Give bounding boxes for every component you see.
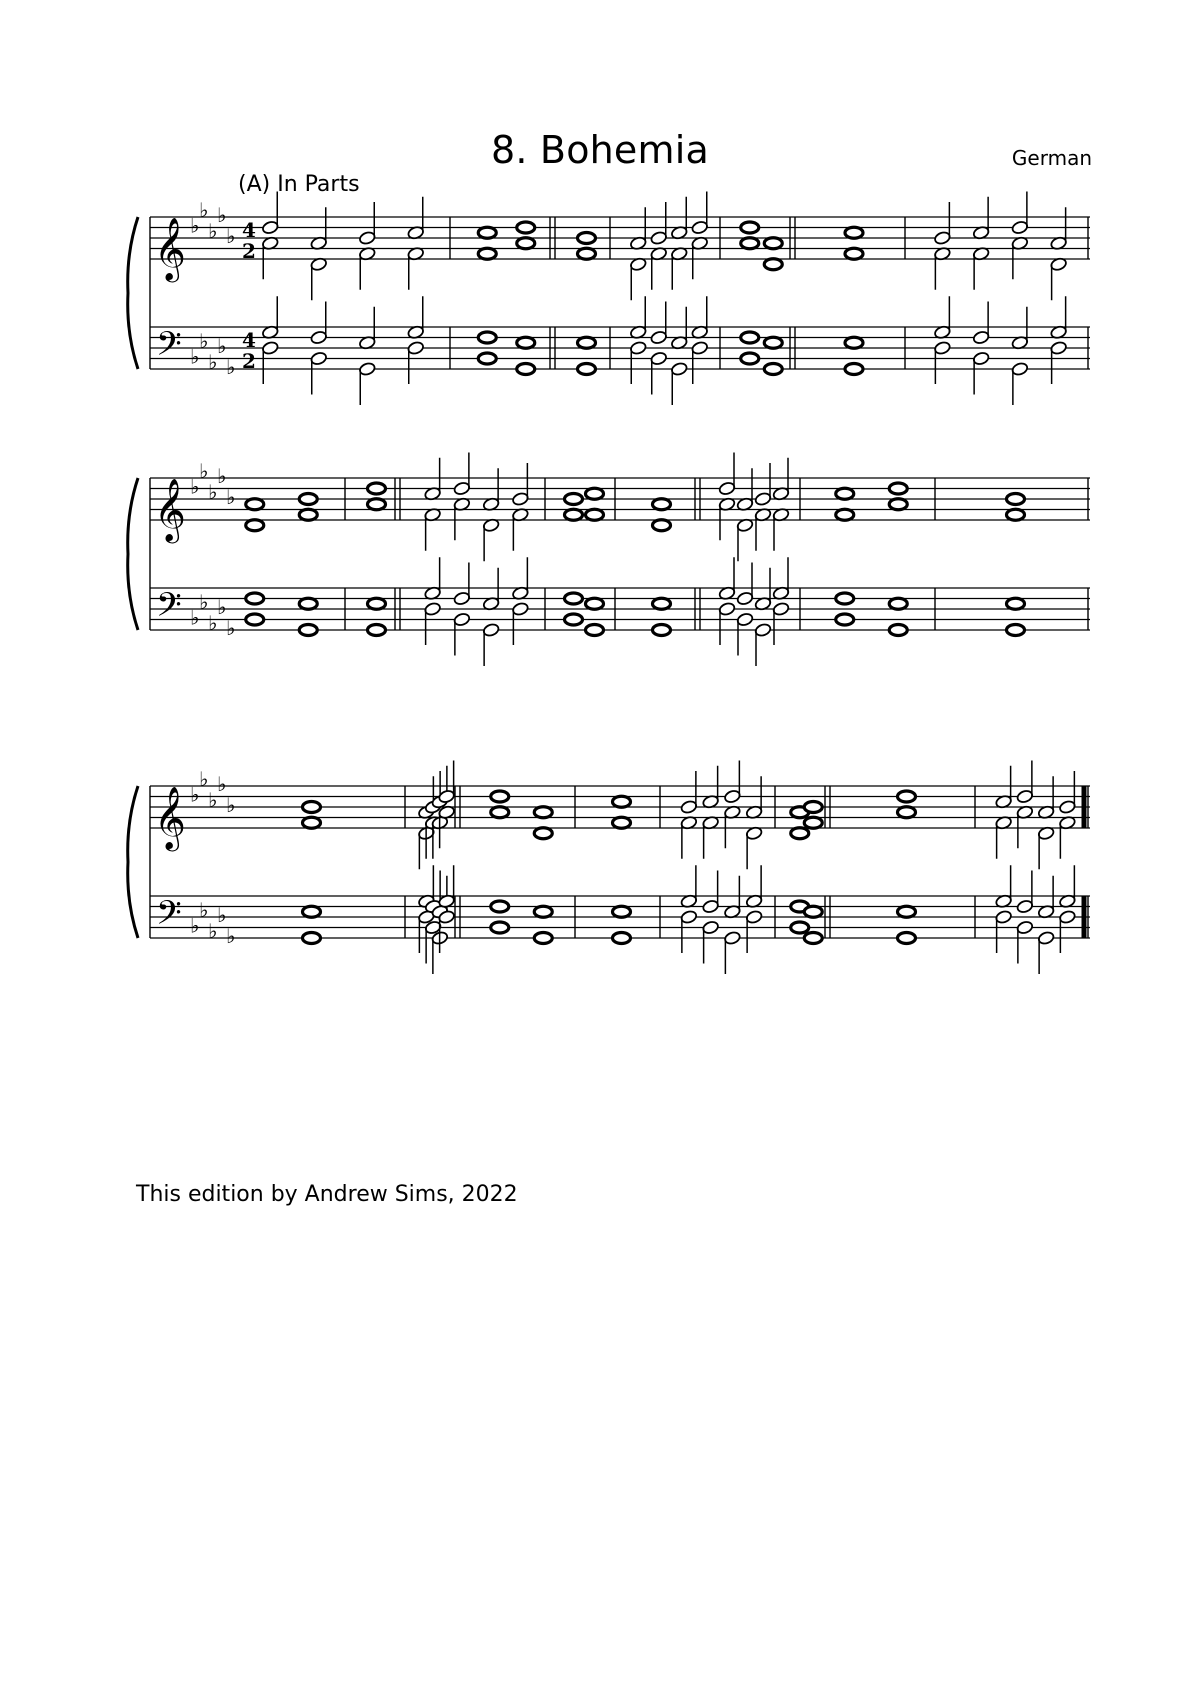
whole-note <box>578 248 596 259</box>
flat-icon: ♭ <box>208 610 218 635</box>
flat-icon: ♭ <box>217 772 227 796</box>
whole-note <box>741 332 759 343</box>
whole-note <box>804 933 822 944</box>
whole-note <box>565 494 583 505</box>
flat-icon: ♭ <box>199 766 209 791</box>
note-head <box>453 481 471 496</box>
note-head <box>702 920 720 935</box>
note-head <box>1011 362 1029 377</box>
note-head <box>995 910 1013 925</box>
whole-note <box>517 337 535 348</box>
note-head <box>1016 920 1034 935</box>
time-signature-denominator: 2 <box>242 349 256 373</box>
whole-note <box>1007 494 1025 505</box>
note-head <box>358 362 376 377</box>
whole-note <box>741 222 759 233</box>
whole-note <box>845 337 863 348</box>
flat-icon: ♭ <box>217 903 227 927</box>
note-head <box>670 362 688 377</box>
flat-icon: ♭ <box>208 479 218 504</box>
treble-clef-icon: 𝄞 <box>154 786 186 849</box>
flat-icon: ♭ <box>226 485 236 509</box>
whole-note <box>653 598 671 609</box>
whole-note <box>246 520 264 531</box>
whole-note <box>889 483 907 494</box>
note-head <box>680 910 698 925</box>
whole-note <box>517 238 535 249</box>
flat-icon: ♭ <box>190 213 200 238</box>
whole-note <box>836 593 854 604</box>
note-head <box>310 351 328 366</box>
note-head <box>512 602 530 617</box>
note-head <box>934 341 952 356</box>
whole-note <box>491 901 509 912</box>
whole-note <box>613 796 631 807</box>
flat-icon: ♭ <box>208 918 218 943</box>
note-head <box>424 602 442 617</box>
flat-icon: ♭ <box>199 897 209 922</box>
flat-icon: ♭ <box>208 349 218 374</box>
note-head <box>453 612 471 627</box>
note-head <box>680 800 698 815</box>
flat-icon: ♭ <box>226 224 236 248</box>
whole-note <box>565 593 583 604</box>
whole-note <box>845 248 863 259</box>
whole-note <box>741 353 759 364</box>
note-head <box>512 492 530 507</box>
flat-icon: ♭ <box>226 616 236 640</box>
whole-note <box>586 509 604 520</box>
note-head <box>724 789 742 804</box>
note-head <box>1059 910 1077 925</box>
flat-icon: ♭ <box>190 913 200 938</box>
section-label: (A) In Parts <box>238 172 360 197</box>
note-head <box>691 341 709 356</box>
flat-icon: ♭ <box>199 197 209 222</box>
brace <box>128 478 138 630</box>
note-head <box>736 612 754 627</box>
flat-icon: ♭ <box>190 474 200 499</box>
note-head <box>736 591 754 606</box>
page-title: 8. Bohemia <box>491 128 709 172</box>
whole-note <box>889 625 907 636</box>
whole-note <box>653 625 671 636</box>
whole-note <box>303 802 321 813</box>
whole-note <box>741 238 759 249</box>
note-head <box>1059 800 1077 815</box>
whole-note <box>1007 625 1025 636</box>
whole-note <box>534 906 552 917</box>
flat-icon: ♭ <box>208 787 218 812</box>
whole-note <box>613 906 631 917</box>
flat-icon: ♭ <box>226 793 236 817</box>
whole-note <box>478 332 496 343</box>
flat-icon: ♭ <box>208 218 218 243</box>
note-head <box>261 341 279 356</box>
note-head <box>1037 931 1055 946</box>
note-head <box>407 341 425 356</box>
note-head <box>754 492 772 507</box>
edition-credit: This edition by Andrew Sims, 2022 <box>136 1182 518 1207</box>
whole-note <box>368 598 386 609</box>
whole-note <box>1007 509 1025 520</box>
whole-note <box>517 364 535 375</box>
treble-clef-icon: 𝄞 <box>154 478 186 541</box>
whole-note <box>368 483 386 494</box>
whole-note <box>478 227 496 238</box>
flat-icon: ♭ <box>217 464 227 488</box>
whole-note <box>898 906 916 917</box>
whole-note <box>845 364 863 375</box>
whole-note <box>578 233 596 244</box>
note-head <box>754 623 772 638</box>
note-head <box>972 330 990 345</box>
flat-icon: ♭ <box>226 355 236 379</box>
whole-note <box>791 828 809 839</box>
whole-note <box>764 238 782 249</box>
whole-note <box>586 488 604 499</box>
whole-note <box>804 906 822 917</box>
note-head <box>972 351 990 366</box>
whole-note <box>613 817 631 828</box>
whole-note <box>246 593 264 604</box>
whole-note <box>491 922 509 933</box>
note-head <box>1011 220 1029 235</box>
bass-clef-icon: 𝄢 <box>156 586 182 633</box>
whole-note <box>565 509 583 520</box>
note-head <box>691 220 709 235</box>
note-head <box>650 351 668 366</box>
whole-note <box>764 337 782 348</box>
bass-clef-icon: 𝄢 <box>156 325 182 372</box>
whole-note <box>586 598 604 609</box>
whole-note <box>246 614 264 625</box>
whole-note <box>578 337 596 348</box>
whole-note <box>804 817 822 828</box>
flat-icon: ♭ <box>190 782 200 807</box>
flat-icon: ♭ <box>217 334 227 358</box>
note-head <box>1050 341 1068 356</box>
flat-icon: ♭ <box>226 924 236 948</box>
note-head <box>724 931 742 946</box>
whole-note <box>578 364 596 375</box>
note-head <box>718 602 736 617</box>
whole-note <box>836 509 854 520</box>
whole-note <box>478 353 496 364</box>
flat-icon: ♭ <box>199 589 209 614</box>
brace <box>128 217 138 369</box>
whole-note <box>586 625 604 636</box>
whole-note <box>1007 598 1025 609</box>
whole-note <box>898 933 916 944</box>
whole-note <box>534 828 552 839</box>
whole-note <box>491 807 509 818</box>
time-signature-numerator: 4 <box>242 328 256 352</box>
time-signature-denominator: 2 <box>242 239 256 263</box>
note-head <box>745 910 763 925</box>
whole-note <box>653 520 671 531</box>
note-head <box>650 330 668 345</box>
whole-note <box>889 598 907 609</box>
note-head <box>310 330 328 345</box>
note-head <box>482 623 500 638</box>
whole-note <box>653 499 671 510</box>
time-signature-numerator: 4 <box>242 218 256 242</box>
whole-note <box>246 499 264 510</box>
flat-icon: ♭ <box>217 595 227 619</box>
whole-note <box>613 933 631 944</box>
note-head <box>718 481 736 496</box>
note-head <box>453 591 471 606</box>
whole-note <box>898 791 916 802</box>
whole-note <box>534 807 552 818</box>
note-head <box>1016 789 1034 804</box>
whole-note <box>517 222 535 233</box>
whole-note <box>836 614 854 625</box>
note-head <box>358 231 376 246</box>
whole-note <box>898 807 916 818</box>
whole-note <box>303 906 321 917</box>
flat-icon: ♭ <box>190 344 200 369</box>
whole-note <box>845 227 863 238</box>
note-head <box>629 341 647 356</box>
note-head <box>702 899 720 914</box>
note-head <box>772 602 790 617</box>
whole-note <box>299 625 317 636</box>
flat-icon: ♭ <box>199 328 209 353</box>
whole-note <box>299 509 317 520</box>
bass-clef-icon: 𝄢 <box>156 894 182 941</box>
flat-icon: ♭ <box>217 203 227 227</box>
whole-note <box>299 598 317 609</box>
composer-label: German <box>1011 146 1092 170</box>
whole-note <box>299 494 317 505</box>
flat-icon: ♭ <box>199 458 209 483</box>
whole-note <box>368 625 386 636</box>
whole-note <box>303 933 321 944</box>
flat-icon: ♭ <box>190 605 200 630</box>
whole-note <box>491 791 509 802</box>
whole-note <box>804 802 822 813</box>
note-head <box>934 231 952 246</box>
treble-clef-icon: 𝄞 <box>154 217 186 280</box>
whole-note <box>764 364 782 375</box>
whole-note <box>534 933 552 944</box>
whole-note <box>478 248 496 259</box>
brace <box>128 786 138 938</box>
note-head <box>650 231 668 246</box>
note-head <box>1016 899 1034 914</box>
whole-note <box>565 614 583 625</box>
whole-note <box>889 499 907 510</box>
note-head <box>261 220 279 235</box>
whole-note <box>303 817 321 828</box>
whole-note <box>368 499 386 510</box>
whole-note <box>764 259 782 270</box>
whole-note <box>836 488 854 499</box>
whole-note <box>791 922 809 933</box>
